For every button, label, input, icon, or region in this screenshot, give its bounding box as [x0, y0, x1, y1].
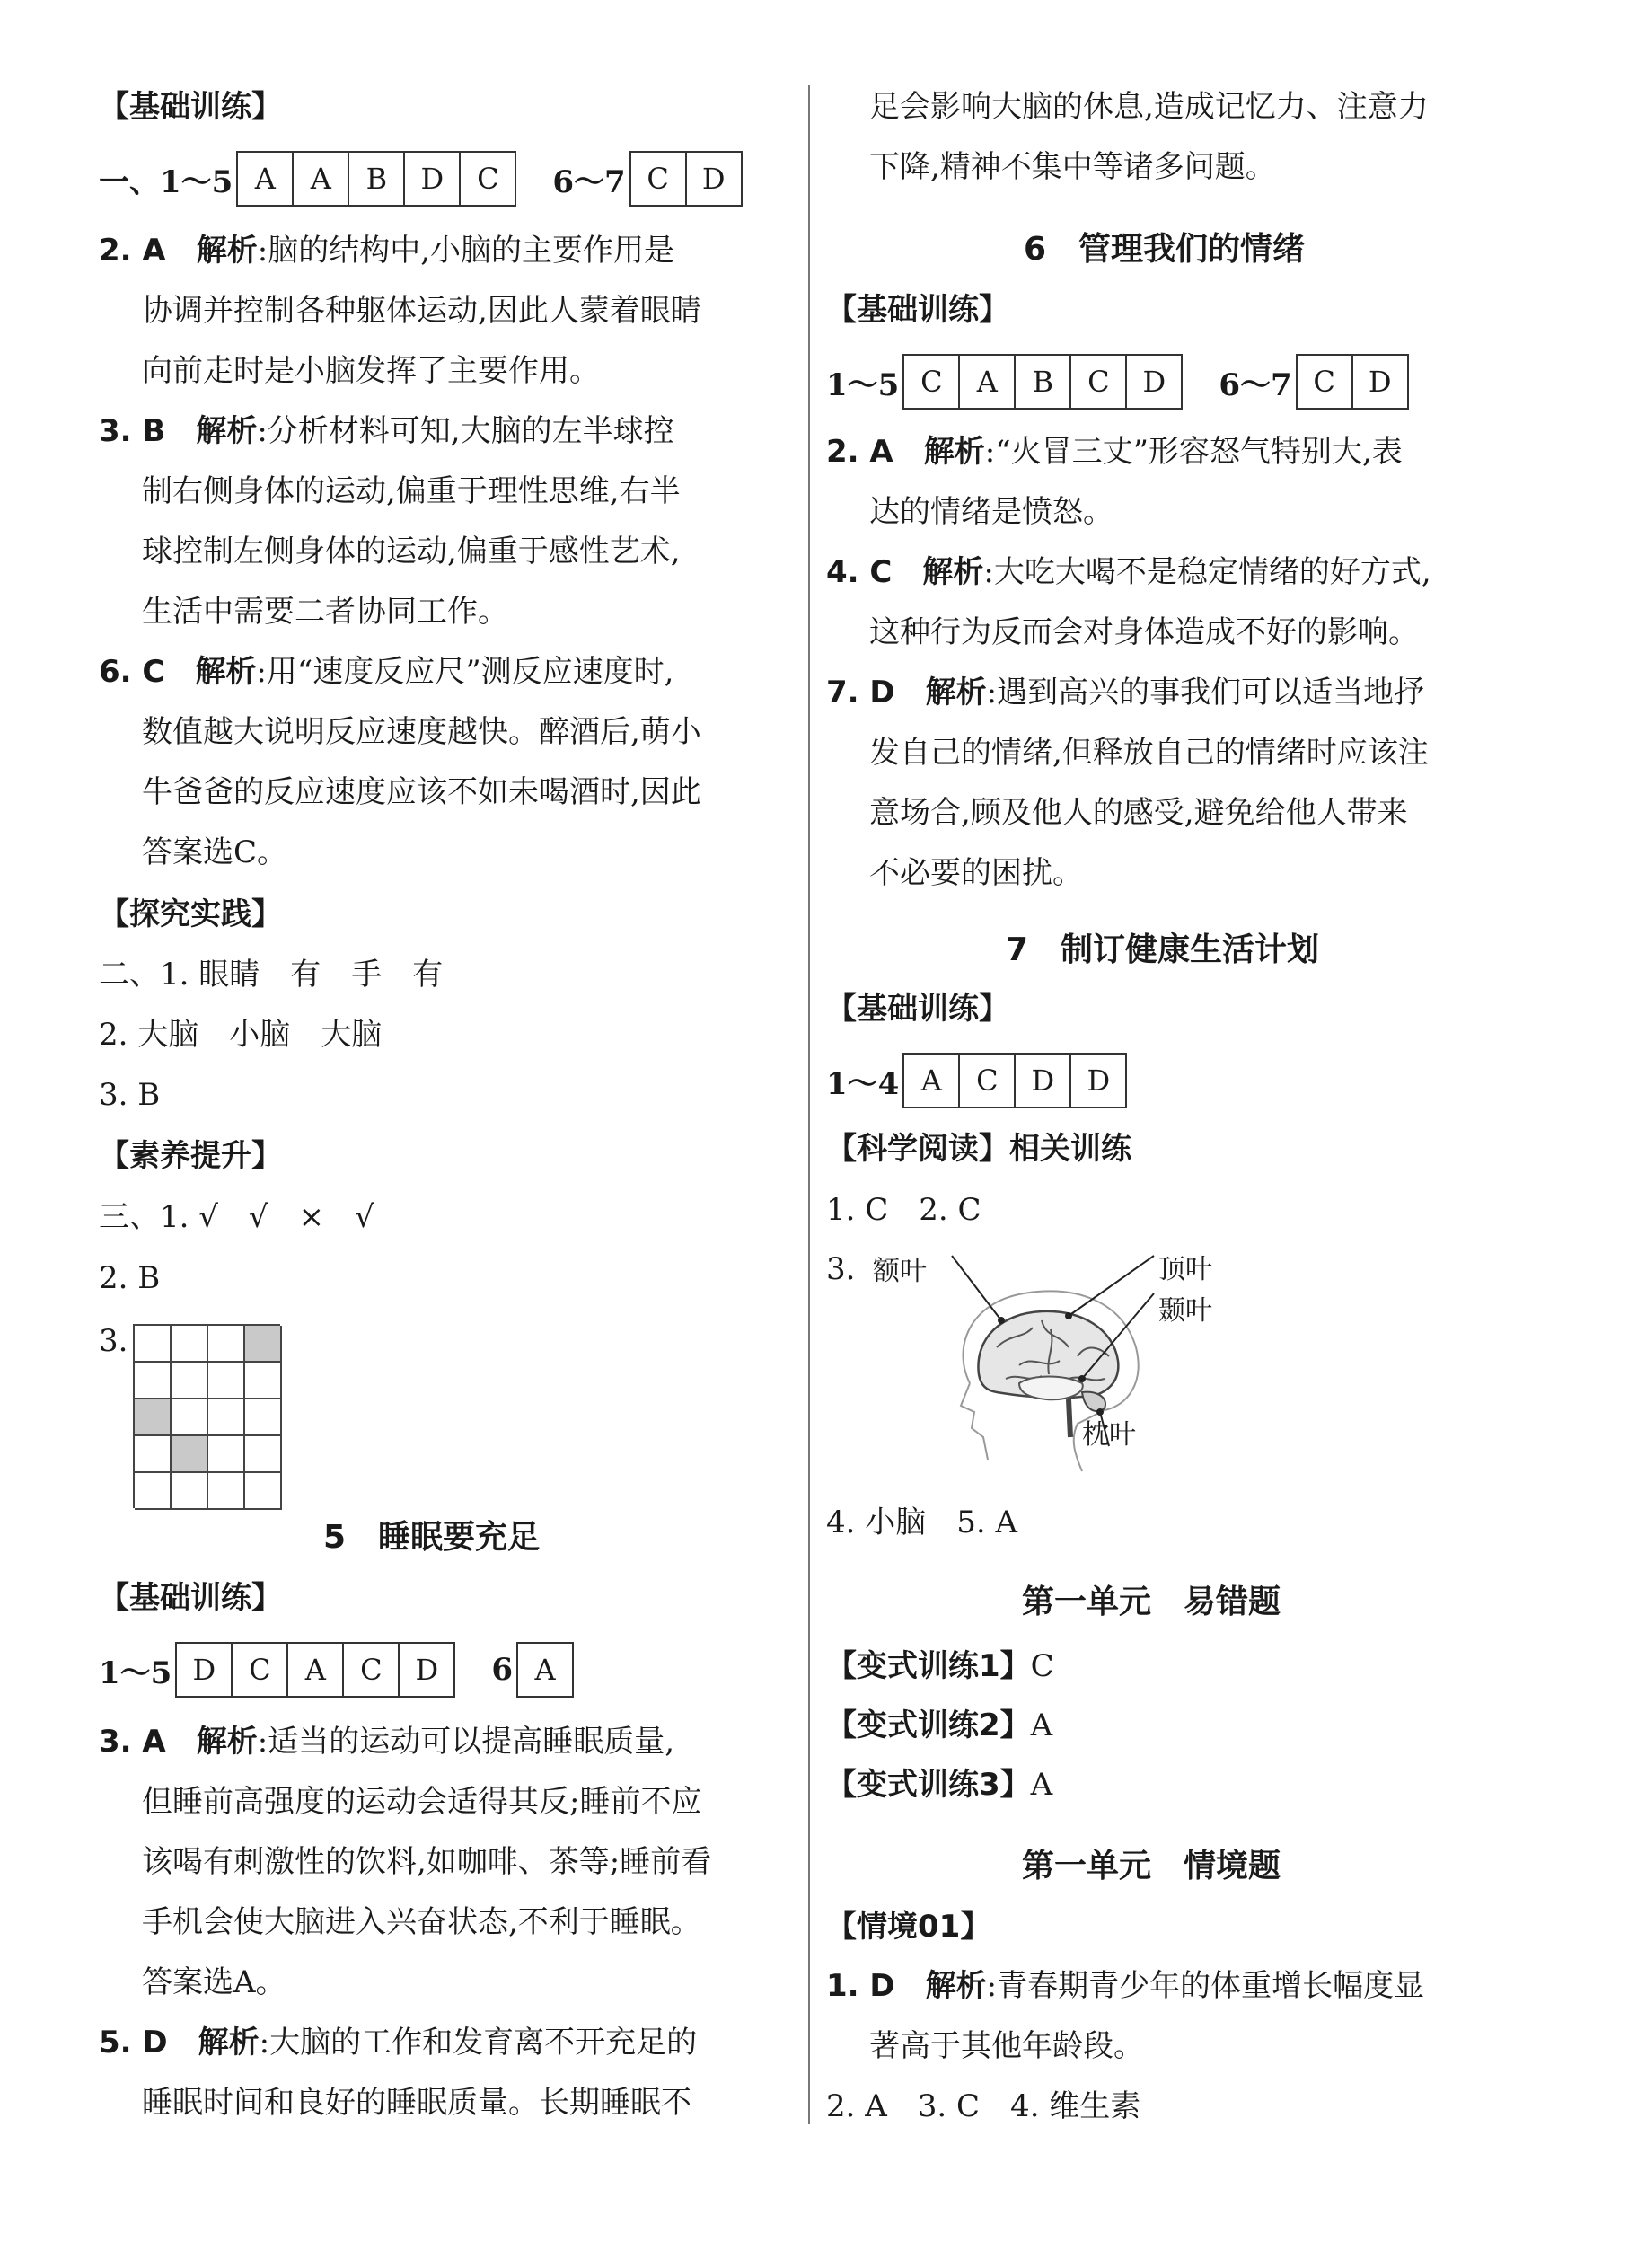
grid-cell [245, 1363, 282, 1399]
section-explore-practice: 【探究实践】 [99, 896, 282, 932]
answer-label: 1～5 [99, 1655, 172, 1691]
answer-boxes [1296, 354, 1409, 410]
text-line: 该喝有刺激性的饮料,如咖啡、茶等;睡前看 [142, 1844, 712, 1880]
label-temporal-lobe: 颞叶 [1158, 1295, 1212, 1327]
answer-row-1 [99, 151, 779, 207]
answer-box: B [1016, 356, 1071, 408]
variant-training-2 [826, 1707, 1052, 1744]
answer-box: C [1298, 356, 1353, 408]
text-line: 协调并控制各种躯体运动,因此人蒙着眼睛 [142, 293, 701, 329]
answer-line: 2. B [99, 1260, 161, 1296]
answer-line: 3. B [99, 1077, 161, 1113]
text-line: 数值越大说明反应速度越快。醉酒后,萌小 [142, 714, 701, 750]
text-line: 达的情绪是愤怒。 [869, 494, 1113, 530]
answer-row-7 [826, 1053, 1163, 1108]
section-basic-training: 【基础训练】 [99, 89, 282, 125]
grid-cell [172, 1473, 208, 1510]
answer-box: A [294, 153, 349, 205]
analysis-text: :分析材料可知,大脑的左半球控 [257, 413, 674, 449]
answer-boxes [175, 1642, 455, 1698]
grid-cell [172, 1363, 208, 1399]
answer-line: 二、1. 眼睛 有 手 有 [99, 957, 444, 993]
answer-row-6 [826, 354, 1445, 410]
variant-training-1 [826, 1647, 1054, 1685]
analysis-text: :遇到高兴的事我们可以适当地抒 [986, 675, 1425, 710]
text-line: 生活中需要二者协同工作。 [142, 594, 508, 630]
question-number: 3. A [99, 1724, 166, 1760]
text-line: 睡眠时间和良好的睡眠质量。长期睡眠不 [142, 2085, 691, 2121]
column-divider [808, 85, 810, 2124]
answer-box: C [233, 1644, 288, 1696]
text-line: 球控制左侧身体的运动,偏重于感性艺术, [142, 534, 681, 569]
s5-q3-line [99, 1723, 674, 1761]
grid-cell [135, 1473, 172, 1510]
text-line: 意场合,顾及他人的感受,避免给他人带来 [869, 795, 1408, 831]
answer-line: 1. C 2. C [826, 1192, 981, 1228]
answer-line: 2. A 3. C 4. 维生素 [826, 2088, 1141, 2124]
answer-box: D [177, 1644, 233, 1696]
section-literacy: 【素养提升】 [99, 1138, 282, 1174]
analysis-tag: 解析 [925, 675, 987, 710]
text-line: 答案选C。 [142, 834, 288, 870]
s6-q4-line [826, 553, 1431, 591]
analysis-tag: 解析 [923, 434, 985, 470]
grid-cell [208, 1473, 245, 1510]
answer-line: 4. 小脑 5. A [826, 1505, 1018, 1540]
s5-q5-line [99, 2024, 697, 2061]
text-line: 这种行为反而会对身体造成不好的影响。 [869, 614, 1419, 650]
question-number: 5. D [99, 2025, 168, 2061]
answer-label: 6～7 [1219, 366, 1292, 403]
text-line: 手机会使大脑进入兴奋状态,不利于睡眠。 [142, 1904, 701, 1940]
section-title-7: 7 制订健康生活计划 [1006, 931, 1320, 968]
grid-cell [172, 1326, 208, 1363]
section-basic-training: 【基础训练】 [99, 1580, 282, 1616]
answer-boxes [902, 354, 1183, 410]
answer-box: C [631, 153, 687, 205]
answer-label: 1～5 [826, 366, 900, 403]
question-number: 3. B [99, 413, 166, 449]
grid-cell [135, 1399, 172, 1436]
answer-box: A [904, 1055, 960, 1107]
answer-box: A [960, 356, 1016, 408]
variant-label: 【变式训练2】 [826, 1708, 1031, 1743]
text-line: 不必要的困扰。 [869, 855, 1083, 891]
grid-cell [135, 1326, 172, 1363]
answer-box: D [405, 153, 461, 205]
text-line: 制右侧身体的运动,偏重于理性思维,右半 [142, 473, 681, 509]
answer-box: A [288, 1644, 344, 1696]
analysis-tag: 解析 [196, 233, 258, 269]
s6-q7-line [826, 674, 1424, 711]
section-basic-training: 【基础训练】 [826, 292, 1009, 328]
grid-cell [208, 1363, 245, 1399]
analysis-tag: 解析 [198, 2025, 260, 2061]
analysis-tag: 解析 [196, 1724, 258, 1760]
variant-answer: C [1030, 1648, 1054, 1684]
answer-line: 三、1. √ √ × √ [99, 1199, 374, 1235]
section-science-reading: 【科学阅读】相关训练 [826, 1131, 1131, 1167]
answer-boxes [629, 151, 743, 207]
section-title-6: 6 管理我们的情绪 [1024, 231, 1306, 268]
answer-box: C [960, 1055, 1016, 1107]
grid-cell [135, 1363, 172, 1399]
grid-cell [245, 1399, 282, 1436]
answer-boxes [516, 1642, 574, 1698]
label-occipital-lobe: 枕叶 [1082, 1419, 1136, 1451]
text-line: 下降,精神不集中等诸多问题。 [869, 149, 1276, 185]
answer-box: C [344, 1644, 400, 1696]
text-line: 答案选A。 [142, 1964, 286, 2000]
analysis-tag: 解析 [925, 1968, 987, 2004]
answer-box: D [1087, 1063, 1111, 1098]
q2-line [99, 232, 674, 269]
q3-line [99, 412, 674, 450]
qj-q1-line [826, 1967, 1424, 2005]
analysis-tag: 解析 [196, 413, 258, 449]
analysis-text: :“火冒三丈”形容怒气特别大,表 [984, 434, 1403, 470]
answer-box: D [1142, 365, 1166, 399]
answer-label: 6～7 [552, 163, 626, 200]
analysis-text: :用“速度反应尺”测反应速度时, [256, 654, 674, 690]
answer-box: D [1016, 1055, 1071, 1107]
analysis-text: :适当的运动可以提高睡眠质量, [257, 1724, 674, 1760]
answer-box: C [1071, 356, 1127, 408]
answer-label: 1～4 [826, 1065, 900, 1102]
answer-box: B [349, 153, 405, 205]
question-number: 7. D [826, 675, 895, 710]
section-title-5: 5 睡眠要充足 [323, 1519, 541, 1556]
answer-label: 6 [491, 1652, 513, 1688]
question-number: 1. D [826, 1968, 895, 2004]
grid-cell [208, 1326, 245, 1363]
label-parietal-lobe: 顶叶 [1158, 1254, 1212, 1285]
text-line: 足会影响大脑的休息,造成记忆力、注意力 [869, 89, 1429, 125]
q6-line [99, 653, 673, 691]
analysis-text: :脑的结构中,小脑的主要作用是 [257, 233, 674, 269]
grid-cell [135, 1436, 172, 1473]
answer-boxes [236, 151, 516, 207]
section-basic-training: 【基础训练】 [826, 991, 1009, 1027]
grid-cell [208, 1436, 245, 1473]
variant-label: 【变式训练3】 [826, 1767, 1031, 1803]
question-number: 2. A [826, 434, 893, 470]
scenario-01: 【情境01】 [826, 1909, 991, 1945]
grid-cell [172, 1436, 208, 1473]
variant-answer: A [1030, 1708, 1053, 1743]
section-title-scenario: 第一单元 情境题 [1022, 1848, 1281, 1884]
analysis-text: :青春期青少年的体重增长幅度显 [986, 1968, 1425, 2004]
text-line: 著高于其他年龄段。 [869, 2028, 1144, 2064]
text-line: 牛爸爸的反应速度应该不如未喝酒时,因此 [142, 774, 701, 810]
text-line: 发自己的情绪,但释放自己的情绪时应该注 [869, 735, 1429, 771]
label-frontal-lobe: 额叶 [873, 1256, 927, 1287]
answer-line: 3. [826, 1251, 856, 1287]
grid-cell [172, 1399, 208, 1436]
answer-box: A [534, 1653, 556, 1687]
answer-boxes [902, 1053, 1127, 1108]
variant-label: 【变式训练1】 [826, 1648, 1031, 1684]
answer-line: 2. 大脑 小脑 大脑 [99, 1017, 383, 1053]
answer-label: 一、1～5 [99, 163, 233, 200]
analysis-text: :大吃大喝不是稳定情绪的好方式, [983, 554, 1431, 590]
analysis-tag: 解析 [195, 654, 257, 690]
section-title-error-prone: 第一单元 易错题 [1022, 1584, 1281, 1620]
question-number: 6. C [99, 654, 165, 690]
s6-q2-line [826, 433, 1403, 471]
grid-cell [245, 1436, 282, 1473]
variant-answer: A [1030, 1767, 1053, 1803]
answer-box: D [701, 162, 726, 196]
variant-training-3 [826, 1766, 1052, 1804]
answer-box: D [1368, 365, 1392, 399]
question-number: 2. A [99, 233, 166, 269]
answer-box: D [415, 1653, 439, 1687]
answer-line: 3. [99, 1323, 128, 1359]
analysis-tag: 解析 [922, 554, 984, 590]
text-line: 但睡前高强度的运动会适得其反;睡前不应 [142, 1784, 702, 1820]
answer-box: A [238, 153, 294, 205]
grid-cell [245, 1326, 282, 1363]
grid-cell [208, 1399, 245, 1436]
analysis-text: :大脑的工作和发育离不开充足的 [259, 2025, 698, 2061]
question-number: 4. C [826, 554, 893, 590]
answer-box: C [904, 356, 960, 408]
answer-grid [133, 1324, 280, 1508]
grid-cell [245, 1473, 282, 1510]
text-line: 向前走时是小脑发挥了主要作用。 [142, 353, 600, 389]
answer-box: C [477, 162, 499, 196]
answer-row-5 [99, 1642, 610, 1698]
